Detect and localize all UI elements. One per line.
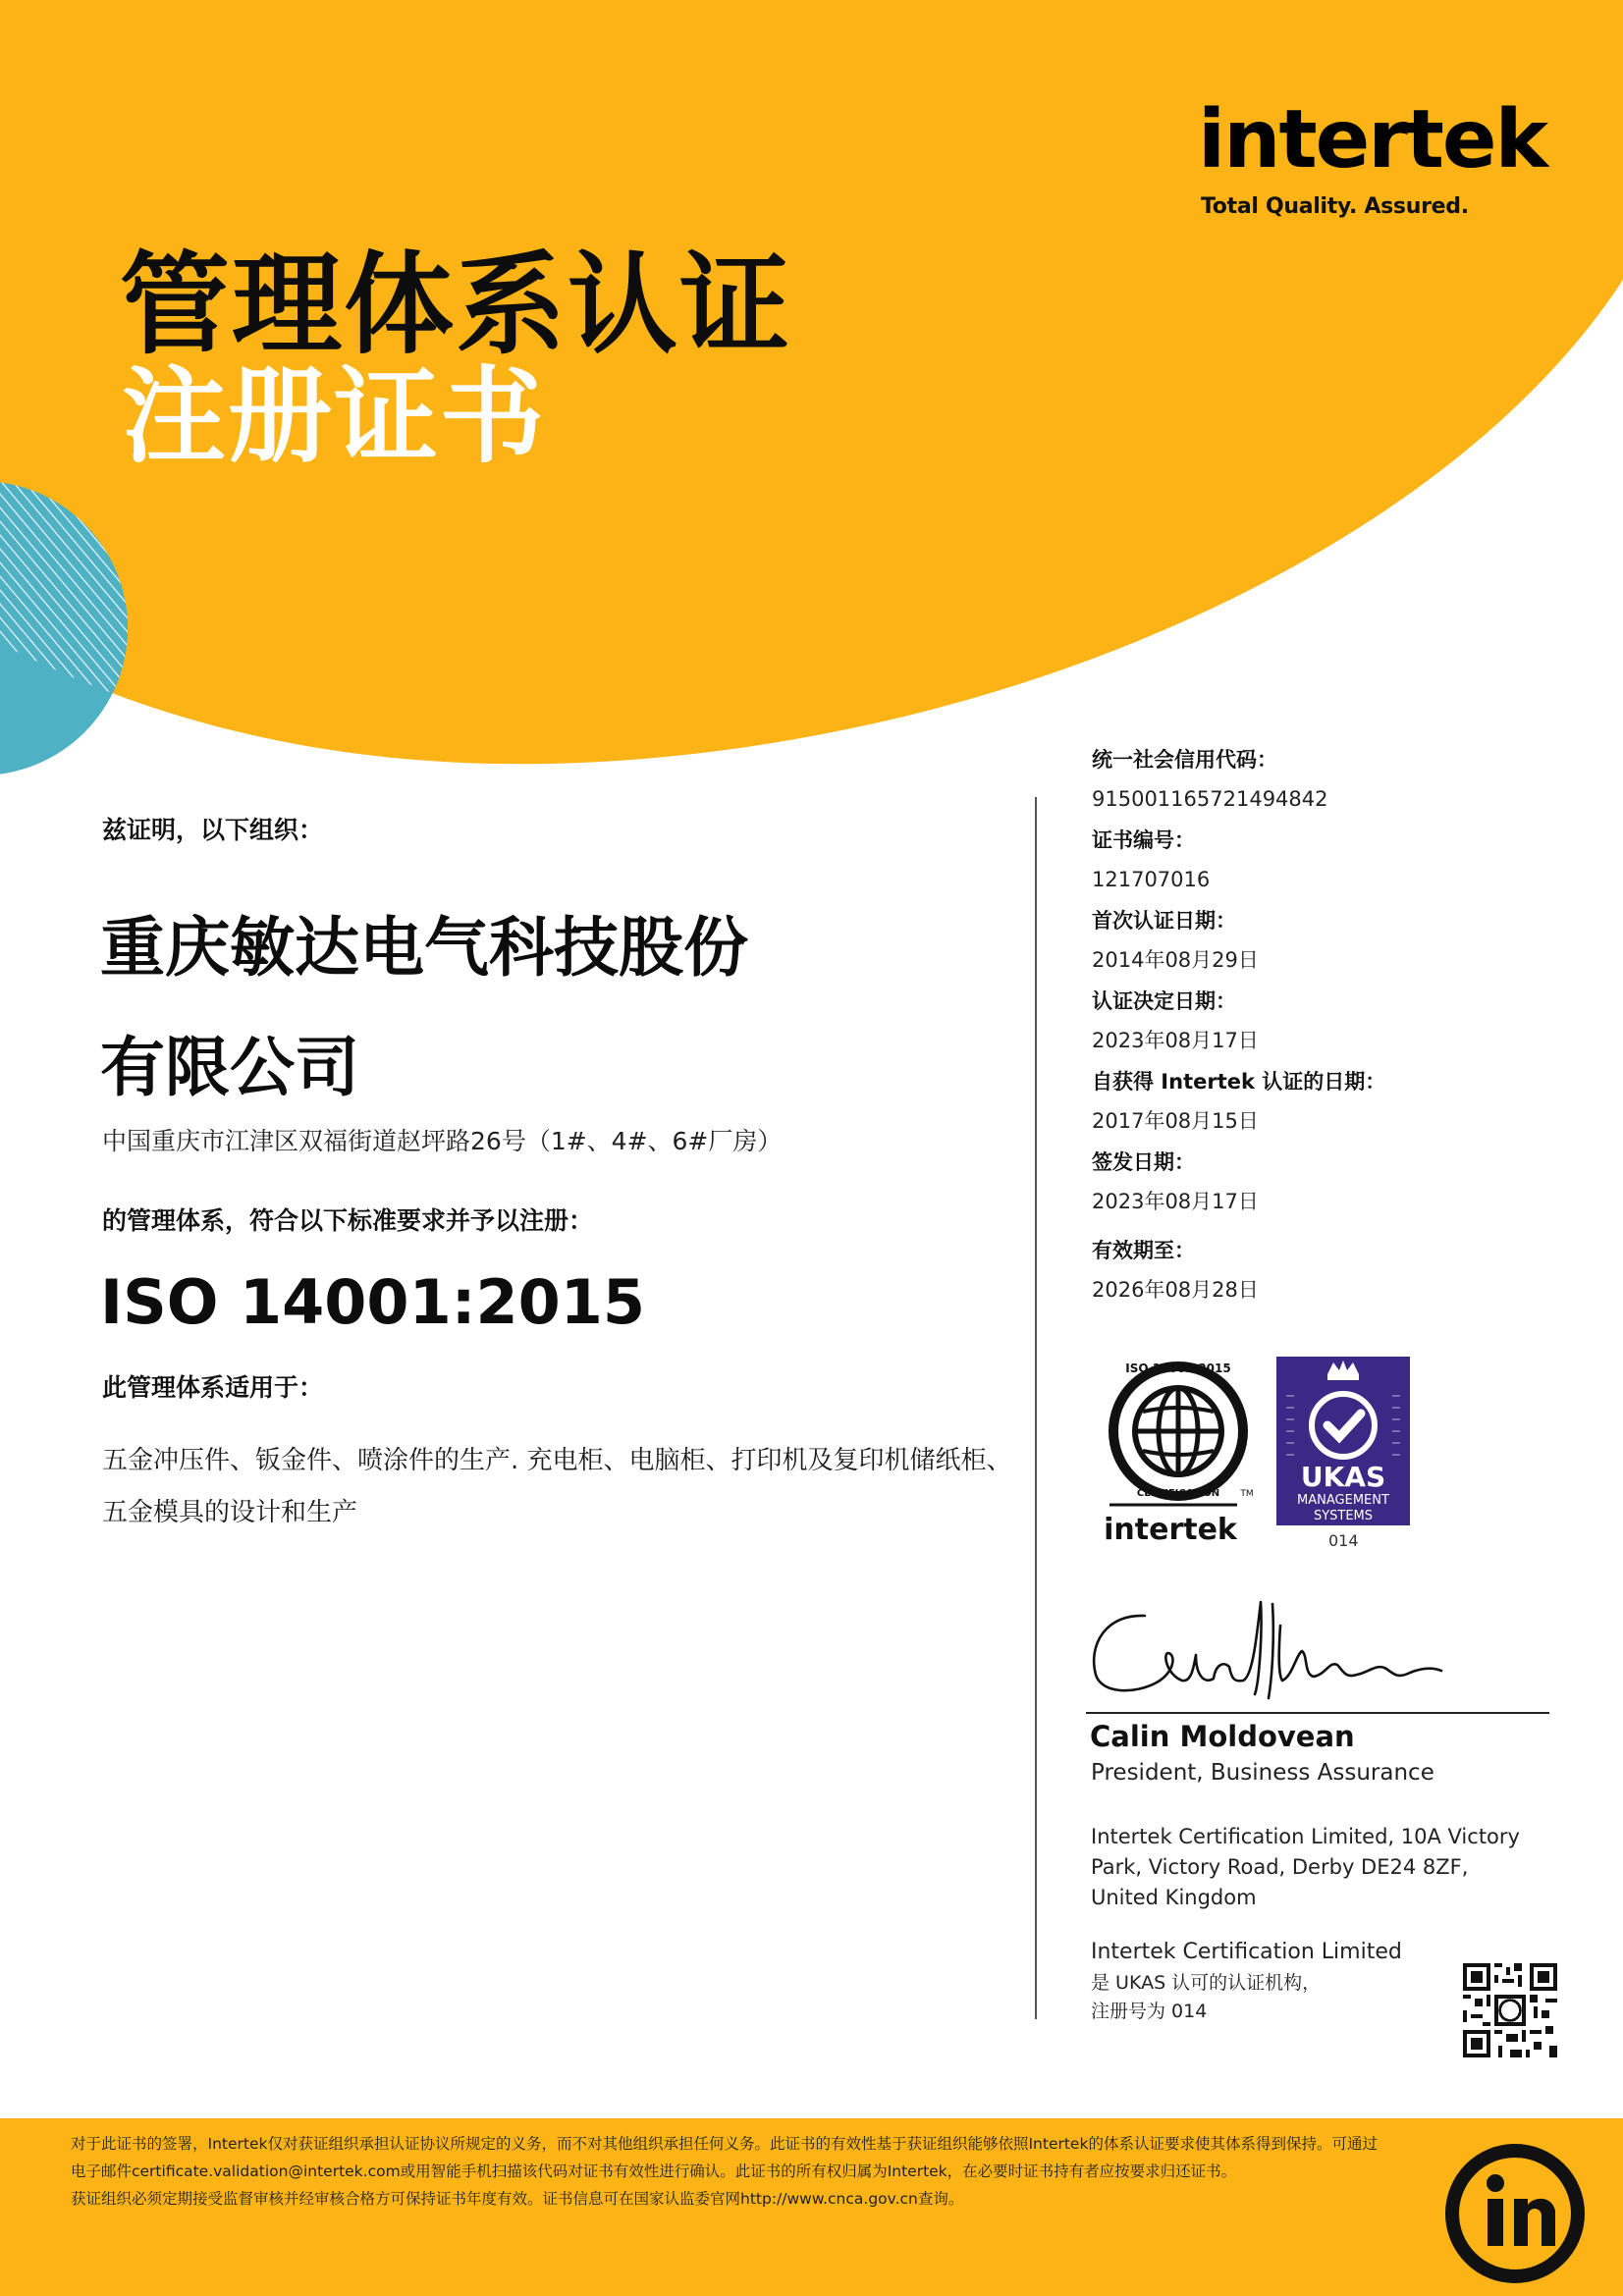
intro-text: 兹证明，以下组织： (102, 816, 324, 844)
certificate-details (1092, 746, 1563, 1317)
iso-brand-text: intertek (1104, 1513, 1237, 1547)
certification-body-name: Intertek Certification Limited (1091, 1940, 1402, 1964)
ukas-sub2: SYSTEMS (1313, 1509, 1374, 1523)
accreditation-line2: 注册号为 014 (1091, 2001, 1208, 2022)
detail-label: 认证决定日期： (1092, 989, 1236, 1013)
ukas-number: 014 (1328, 1531, 1359, 1550)
signatory-title: President, Business Assurance (1091, 1760, 1434, 1786)
detail-label: 有效期至： (1092, 1239, 1195, 1262)
footer-paragraph-2: 获证组织必须定期接受监督审核并经审核合格方可保持证书年度有效。证书信息可在国家认监委官网http://www.cnca.gov.cn查询。 (71, 2190, 964, 2208)
detail-certificate-number (1092, 827, 1563, 907)
detail-value: 2023年08月17日 (1092, 1190, 1259, 1213)
intertek-in-icon (1441, 2140, 1589, 2287)
detail-label: 首次认证日期： (1092, 909, 1236, 933)
detail-intertek-since-date (1092, 1068, 1563, 1148)
ukas-sub1: MANAGEMENT (1297, 1493, 1389, 1508)
signature-line (1086, 1712, 1549, 1714)
tm-mark: TM (1240, 1489, 1254, 1499)
organization-address: 中国重庆市江津区双福街道赵坪路26号（1#、4#、6#厂房） (102, 1127, 783, 1155)
column-divider (1035, 797, 1037, 2019)
certificate-title-line2: 注册证书 (122, 356, 546, 477)
detail-expiry-date (1092, 1237, 1563, 1317)
detail-issue-date (1092, 1148, 1563, 1229)
scope-label: 此管理体系适用于： (102, 1373, 324, 1402)
footer-disclaimer (71, 2130, 1386, 2213)
detail-label: 自获得 Intertek 认证的日期： (1092, 1070, 1386, 1094)
ukas-crown-check-icon (1276, 1357, 1410, 1525)
detail-value: 915001165721494842 (1092, 787, 1328, 811)
detail-label: 签发日期： (1092, 1150, 1195, 1174)
detail-decision-date (1092, 988, 1563, 1068)
detail-credit-code (1092, 746, 1563, 827)
detail-label: 统一社会信用代码： (1092, 748, 1277, 772)
organization-name (100, 888, 984, 1128)
detail-value: 2014年08月29日 (1092, 948, 1259, 972)
ukas-title: UKAS (1300, 1461, 1386, 1493)
intertek-logo: intertek (1198, 93, 1547, 187)
ukas-badge (1276, 1357, 1410, 1525)
signature (1086, 1596, 1459, 1714)
footer-paragraph-1: 对于此证书的签署，Intertek仅对获证组织承担认证协议所规定的义务，而不对其他组织承担任何义务。此证书的有效性基于获证组织能够依照Intertek的体系认证要求使其体系得到保持。可通过电子邮件certificate.validation@intertek.com或用智能手机扫描该代码对证书有效性进行确认。此证书的所有权归属为Intertek，在必要时证书持有者应按要求归还证书。 (71, 2135, 1378, 2180)
detail-initial-certification-date (1092, 907, 1563, 988)
detail-label: 证书编号： (1092, 828, 1195, 852)
iso-certification-badge (1100, 1353, 1257, 1549)
logo-tagline: Total Quality. Assured. (1201, 194, 1469, 219)
detail-value: 2026年08月28日 (1092, 1278, 1259, 1302)
signatory-name: Calin Moldovean (1090, 1720, 1355, 1753)
detail-value: 2023年08月17日 (1092, 1029, 1259, 1052)
scope-text: 五金冲压件、钣金件、喷涂件的生产. 充电柜、电脑柜、打印机及复印机储纸柜、五金模具的设计和生产 (102, 1446, 1012, 1527)
certificate-title-line1: 管理体系认证 (120, 241, 791, 369)
iso-ring-text: ISO 14001:2015 (1125, 1362, 1231, 1375)
iso-certification-text: CERTIFICATION (1136, 1488, 1220, 1499)
standard-name: ISO 14001:2015 (100, 1266, 646, 1338)
accreditation-line1: 是 UKAS 认可的认证机构， (1091, 1972, 1322, 1994)
detail-value: 2017年08月15日 (1092, 1109, 1259, 1133)
organization-name-line1: 重庆敏达电气科技股份 (100, 910, 748, 986)
detail-value: 121707016 (1092, 868, 1211, 891)
organization-name-line2: 有限公司 (100, 1030, 359, 1105)
certification-body-address: Intertek Certification Limited, 10A Victory Park, Victory Road, Derby DE24 8ZF, United Kingdom (1091, 1825, 1520, 1909)
management-statement: 的管理体系，符合以下标准要求并予以注册： (102, 1206, 594, 1235)
qr-code[interactable] (1463, 1963, 1557, 2057)
